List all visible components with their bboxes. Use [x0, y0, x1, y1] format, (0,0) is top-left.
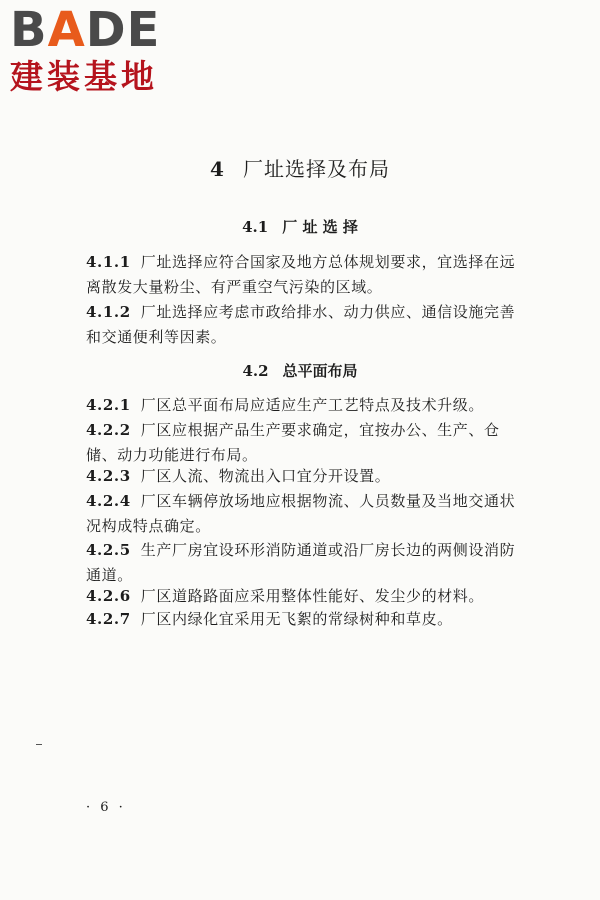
clause-number: 4.2.2 [86, 421, 131, 439]
logo-subtitle: 建装基地 [10, 57, 158, 96]
clause-text: 厂区道路路面应采用整体性能好、发尘少的材料。 [140, 587, 484, 605]
scan-mark [36, 744, 42, 745]
logo-letters-accent: A [47, 2, 86, 58]
clause-number: 4.1.2 [86, 303, 131, 321]
clause-text: 生产厂房宜设环形消防通道或沿厂房长边的两侧设消防通道。 [86, 541, 516, 584]
clause [86, 393, 516, 418]
chapter-number: 4 [210, 157, 225, 181]
clause-text: 厂区应根据产品生产要求确定，宜按办公、生产、仓储、动力功能进行布局。 [86, 421, 500, 464]
chapter-heading [0, 153, 600, 182]
clause [86, 300, 516, 350]
clause-number: 4.2.5 [86, 541, 131, 559]
section-number: 4.2 [242, 362, 269, 380]
logo-letters-1: B [10, 2, 48, 58]
logo-wordmark [10, 4, 180, 56]
clause [86, 607, 516, 632]
clause-number: 4.2.6 [86, 587, 131, 605]
clause-text: 厂区总平面布局应适应生产工艺特点及技术升级。 [140, 396, 484, 414]
clause [86, 489, 516, 539]
clause-number: 4.2.7 [86, 610, 131, 628]
brand-logo [10, 4, 180, 96]
chapter-title: 厂址选择及布局 [242, 157, 390, 181]
clause-text: 厂址选择应考虑市政给排水、动力供应、通信设施完善和交通便利等因素。 [86, 303, 516, 346]
section-number: 4.1 [242, 218, 269, 236]
section-heading [0, 216, 600, 237]
page-number: · 6 · [86, 800, 126, 815]
clause [86, 418, 516, 468]
clause [86, 538, 516, 588]
clause-text: 厂区车辆停放场地应根据物流、人员数量及当地交通状况构成特点确定。 [86, 492, 516, 535]
clause-number: 4.2.1 [86, 396, 131, 414]
clause [86, 584, 516, 609]
clause-number: 4.1.1 [86, 253, 131, 271]
section-title: 总平面布局 [282, 362, 358, 380]
clause [86, 250, 516, 300]
logo-letters-2: DE [85, 2, 161, 58]
section-heading [0, 360, 600, 381]
clause-number: 4.2.3 [86, 467, 131, 485]
clause-text: 厂址选择应符合国家及地方总体规划要求，宜选择在远离散发大量粉尘、有严重空气污染的区域。 [86, 253, 516, 296]
clause-text: 厂区人流、物流出入口宜分开设置。 [140, 467, 391, 485]
clause-text: 厂区内绿化宜采用无飞絮的常绿树种和草皮。 [140, 610, 453, 628]
clause-number: 4.2.4 [86, 492, 131, 510]
clause [86, 464, 516, 489]
section-title: 厂 址 选 择 [282, 218, 358, 236]
